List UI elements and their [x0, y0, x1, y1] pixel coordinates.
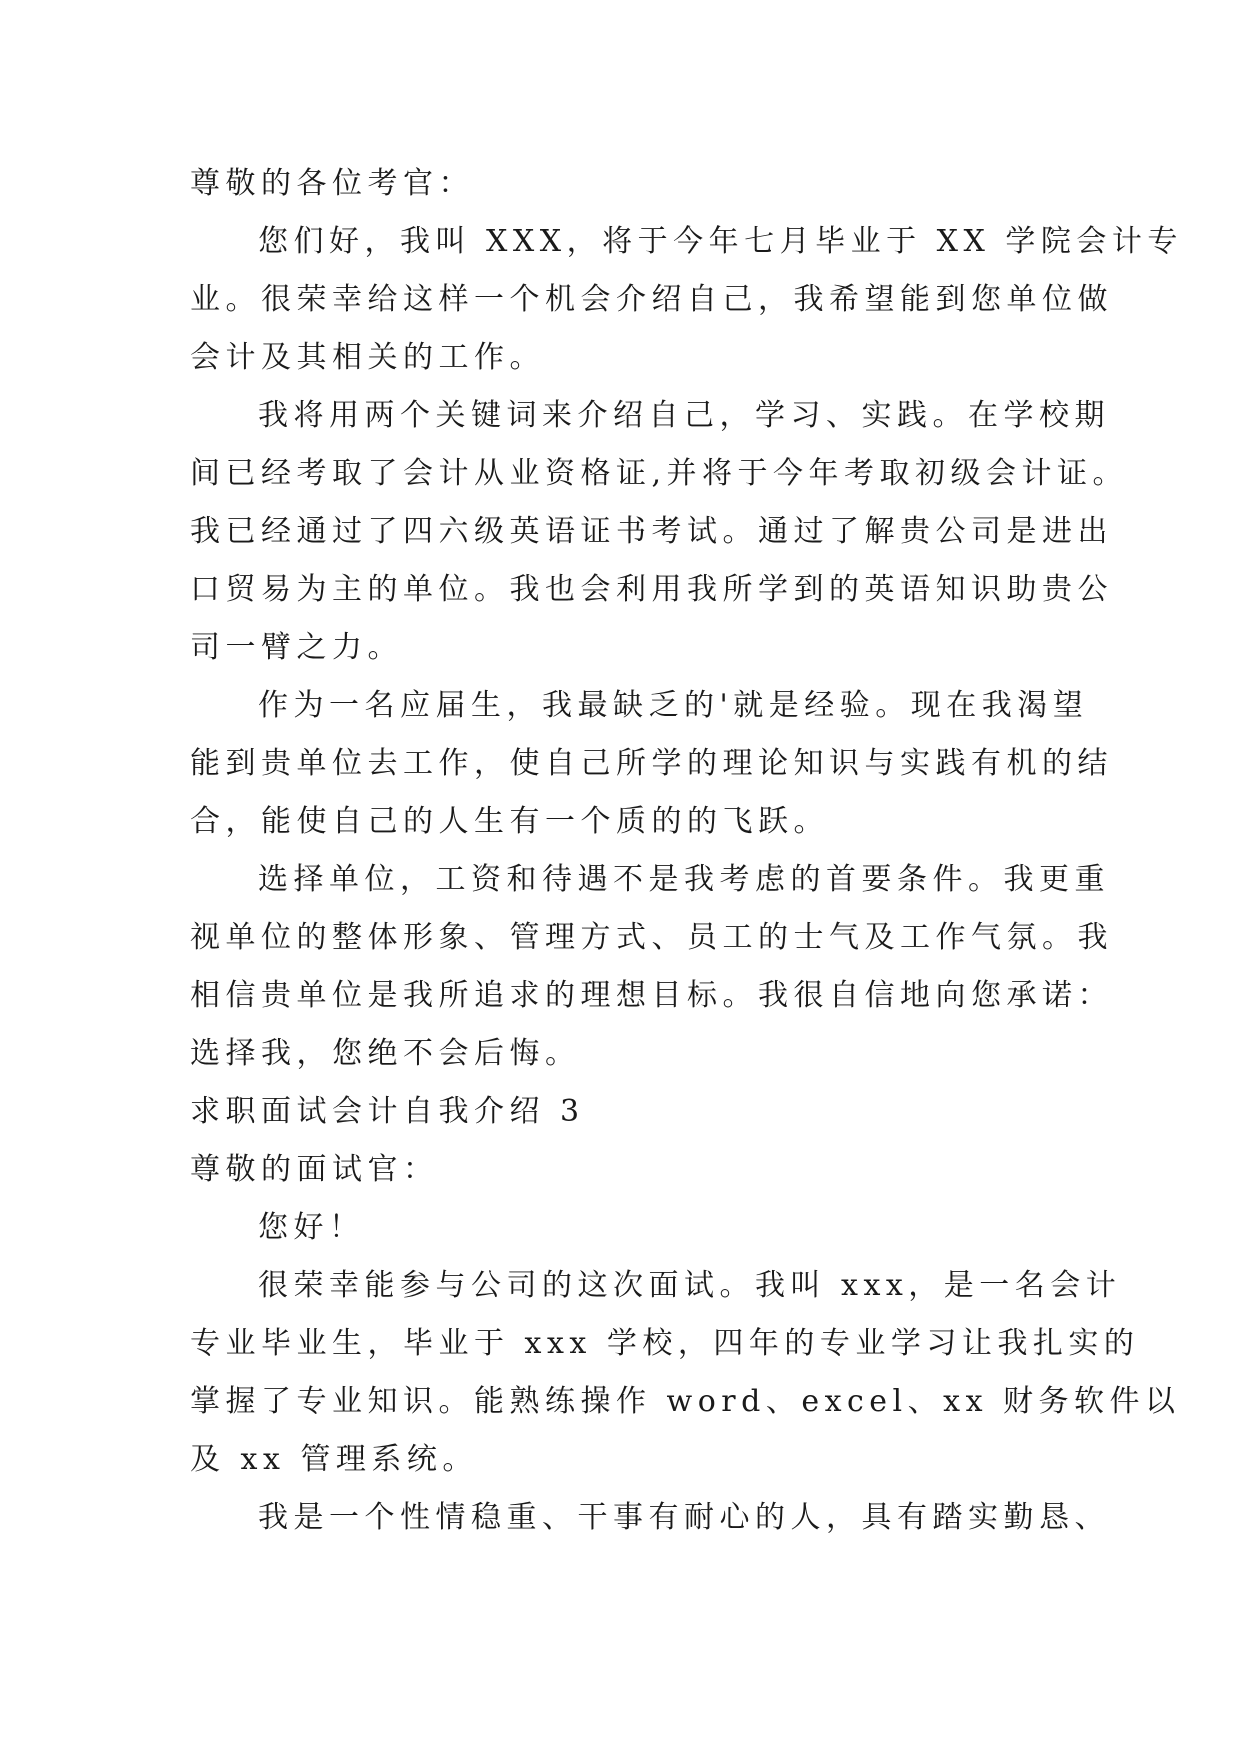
paragraph-line: 选择单位，工资和待遇不是我考虑的首要条件。我更重 — [258, 862, 1110, 897]
greeting-line: 尊敬的面试官： — [190, 1152, 439, 1187]
document-page — [190, 155, 1183, 1547]
paragraph-line: 我已经通过了四六级英语证书考试。通过了解贵公司是进出 — [190, 514, 1113, 549]
paragraph-line: 掌握了专业知识。能熟练操作 word、excel、xx 财务软件以 — [190, 1384, 1181, 1419]
paragraph-line: 间已经考取了会计从业资格证,并将于今年考取初级会计证。 — [190, 456, 1129, 491]
greeting-line: 尊敬的各位考官： — [190, 166, 474, 201]
paragraph-line: 业。很荣幸给这样一个机会介绍自己，我希望能到您单位做 — [190, 282, 1113, 317]
paragraph-line: 很荣幸能参与公司的这次面试。我叫 xxx，是一名会计 — [258, 1268, 1122, 1303]
paragraph-line: 能到贵单位去工作，使自己所学的理论知识与实践有机的结 — [190, 746, 1113, 781]
paragraph-line: 我将用两个关键词来介绍自己，学习、实践。在学校期 — [258, 398, 1110, 433]
paragraph-line: 合，能使自己的人生有一个质的的飞跃。 — [190, 804, 829, 839]
paragraph-line: 我是一个性情稳重、干事有耐心的人，具有踏实勤恳、 — [258, 1500, 1110, 1535]
paragraph-line: 口贸易为主的单位。我也会利用我所学到的英语知识助贵公 — [190, 572, 1113, 607]
paragraph-line: 司一臂之力。 — [190, 630, 403, 665]
salutation-line: 您好！ — [258, 1210, 365, 1245]
paragraph-line: 您们好，我叫 XXX，将于今年七月毕业于 XX 学院会计专 — [258, 224, 1183, 259]
section-heading: 求职面试会计自我介绍 3 — [190, 1094, 585, 1129]
paragraph-line: 视单位的整体形象、管理方式、员工的士气及工作气氛。我 — [190, 920, 1113, 955]
paragraph-line: 会计及其相关的工作。 — [190, 340, 545, 375]
paragraph-line: 及 xx 管理系统。 — [190, 1442, 478, 1477]
paragraph-line: 相信贵单位是我所追求的理想目标。我很自信地向您承诺： — [190, 978, 1113, 1013]
paragraph-line: 专业毕业生，毕业于 xxx 学校，四年的专业学习让我扎实的 — [190, 1326, 1140, 1361]
paragraph-line: 作为一名应届生，我最缺乏的'就是经验。现在我渴望 — [258, 688, 1089, 723]
paragraph-line: 选择我，您绝不会后悔。 — [190, 1036, 581, 1071]
